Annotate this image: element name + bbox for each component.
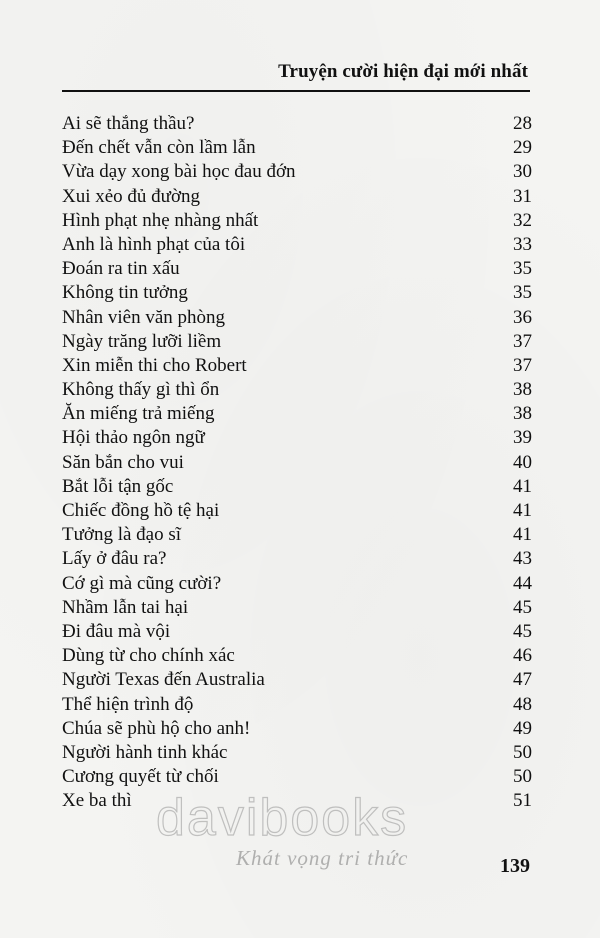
toc-entry [62, 547, 532, 571]
toc-entry [62, 209, 532, 233]
toc-entry-title: Cớ gì mà cũng cười? [62, 572, 222, 594]
toc-entry-page: 41 [513, 500, 532, 521]
toc-entry-page: 31 [513, 185, 532, 207]
toc-entry-title: Anh là hình phạt của tôi [62, 233, 246, 255]
toc-entry-page: 44 [513, 572, 532, 594]
toc-entry-title: Ai sẽ thắng thầu? [62, 113, 195, 134]
toc-entry-title: Dùng từ cho chính xác [62, 645, 235, 667]
watermark [156, 788, 456, 871]
toc-entry [62, 499, 532, 523]
toc-entry-page: 37 [513, 354, 532, 376]
toc-entry-page: 29 [513, 137, 532, 159]
toc-entry-page: 43 [513, 548, 532, 570]
toc-entry [62, 330, 532, 354]
toc-entry-page: 33 [513, 233, 532, 255]
toc-entry [62, 596, 532, 620]
toc-entry-title: Không thấy gì thì ổn [62, 379, 220, 401]
toc-entry-page: 47 [513, 669, 532, 691]
toc-entry-title: Xe ba thì [62, 790, 132, 812]
toc-entry-page: 49 [513, 717, 532, 739]
watermark-slogan: Khát vọng tri thức [236, 846, 409, 870]
table-of-contents [62, 112, 532, 813]
toc-entry [62, 402, 532, 426]
toc-entry-title: Không tin tưởng [62, 282, 188, 304]
toc-entry-page: 37 [513, 330, 532, 352]
toc-entry-page: 35 [513, 282, 532, 304]
toc-entry [62, 741, 532, 765]
toc-entry-title: Săn bắn cho vui [62, 451, 184, 473]
toc-entry-page: 48 [513, 693, 532, 715]
toc-entry-title: Đến chết vẫn còn lầm lẫn [62, 137, 256, 159]
toc-entry [62, 185, 532, 209]
toc-entry [62, 306, 532, 330]
toc-entry [62, 523, 532, 547]
toc-entry-title: Lấy ở đâu ra? [62, 548, 167, 570]
toc-entry-page: 39 [513, 427, 532, 449]
toc-entry-page: 50 [513, 741, 532, 763]
toc-entry-title: Đi đâu mà vội [62, 620, 171, 642]
toc-entry-page: 38 [513, 379, 532, 401]
running-header [62, 58, 530, 92]
toc-entry-title: Hình phạt nhẹ nhàng nhất [62, 209, 259, 231]
toc-entry-title: Nhầm lẫn tai hại [62, 596, 189, 618]
toc-entry-page: 41 [513, 524, 532, 546]
toc-entry-title: Chúa sẽ phù hộ cho anh! [62, 717, 251, 739]
toc-entry-title: Xin miễn thi cho Robert [62, 354, 247, 376]
toc-entry-page: 35 [513, 258, 532, 280]
toc-entry-page: 40 [513, 451, 532, 473]
toc-entry-title: Ngày trăng lưỡi liềm [62, 330, 222, 352]
toc-entry-page: 38 [513, 403, 532, 425]
toc-entry-page: 32 [513, 209, 532, 231]
toc-entry [62, 426, 532, 450]
toc-entry [62, 233, 532, 257]
toc-entry-page: 51 [513, 790, 532, 812]
toc-entry [62, 765, 532, 789]
toc-entry-title: Người hành tinh khác [62, 741, 228, 763]
toc-entry-title: Tưởng là đạo sĩ [62, 524, 182, 546]
toc-entry [62, 693, 532, 717]
toc-entry-title: Ăn miếng trả miếng [62, 403, 215, 425]
toc-entry-page: 46 [513, 645, 532, 667]
toc-entry-title: Hội thảo ngôn ngữ [62, 427, 205, 449]
toc-entry-title: Chiếc đồng hồ tệ hại [62, 500, 220, 521]
toc-entry-title: Bắt lỗi tận gốc [62, 475, 174, 497]
toc-entry [62, 475, 532, 499]
toc-entry-title: Xui xẻo đủ đường [62, 185, 201, 207]
toc-entry [62, 160, 532, 184]
toc-entry-page: 28 [513, 113, 532, 134]
toc-entry-title: Vừa dạy xong bài học đau đớn [62, 161, 296, 183]
toc-entry [62, 644, 532, 668]
toc-entry-page: 30 [513, 161, 532, 183]
toc-entry-page: 45 [513, 620, 532, 642]
running-header-title: Truyện cười hiện đại mới nhất [278, 61, 528, 82]
toc-entry [62, 136, 532, 160]
toc-entry [62, 668, 532, 692]
toc-entry [62, 257, 532, 281]
toc-entry-page: 45 [513, 596, 532, 618]
page-number: 139 [500, 855, 530, 877]
toc-entry [62, 112, 532, 136]
toc-entry [62, 717, 532, 741]
toc-entry-title: Người Texas đến Australia [62, 669, 265, 691]
toc-entry [62, 620, 532, 644]
toc-entry [62, 354, 532, 378]
watermark-brand: davibooks [156, 789, 409, 847]
toc-entry [62, 572, 532, 596]
toc-entry-title: Nhân viên văn phòng [62, 306, 226, 328]
toc-entry-title: Đoán ra tin xấu [62, 258, 180, 280]
toc-entry [62, 451, 532, 475]
toc-entry-title: Thể hiện trình độ [62, 693, 194, 715]
toc-entry [62, 378, 532, 402]
toc-entry-page: 50 [513, 766, 532, 788]
toc-entry-title: Cương quyết từ chối [62, 766, 219, 788]
toc-entry-page: 36 [513, 306, 532, 328]
toc-entry [62, 281, 532, 305]
toc-entry-page: 41 [513, 475, 532, 497]
